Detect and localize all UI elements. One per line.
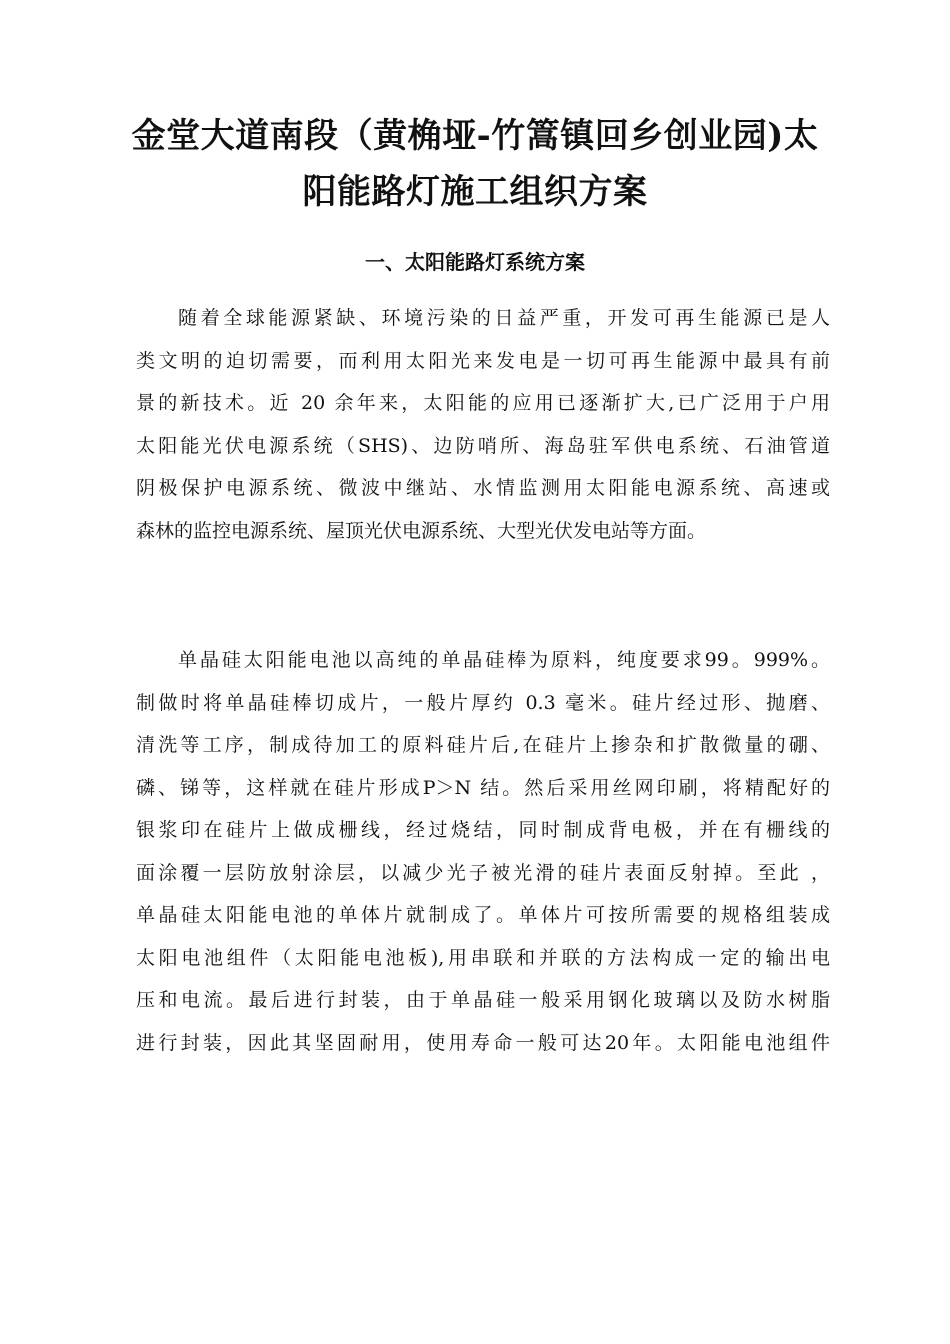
paragraph-line: 太阳能光伏电源系统（SHS)、边防哨所、海岛驻军供电系统、石油管道 [136,434,830,457]
paragraph-line: 太阳电池组件（太阳能电池板),用串联和并联的方法构成一定的输出电 [136,946,830,969]
section-heading: 一、太阳能路灯系统方案 [365,250,585,274]
paragraph-line: 随着全球能源紧缺、环境污染的日益严重，开发可再生能源已是人 [178,307,830,329]
paragraph-line: 清洗等工序，制成待加工的原料硅片后,在硅片上掺杂和扩散微量的硼、 [136,734,830,756]
paragraph-line: 银浆印在硅片上做成栅线，经过烧结，同时制成背电极，并在有栅线的 [136,819,830,841]
paragraph-line: 阴极保护电源系统、微波中继站、水情监测用太阳能电源系统、高速或 [136,477,830,499]
paragraph-line: 类文明的迫切需要，而利用太阳光来发电是一切可再生能源中最具有前 [136,349,830,372]
paragraph [136,639,830,1064]
document-title [118,108,832,220]
paragraph [136,297,830,552]
paragraph-line: 面涂覆一层防放射涂层，以减少光子被光滑的硅片表面反射掉。至此 ， [136,861,830,884]
title-line: 阳能路灯施工组织方案 [302,172,648,212]
title-line: 金堂大道南段（黄桷垭-竹篙镇回乡创业园)太 [131,116,819,156]
paragraph-line: 进行封装，因此其坚固耐用，使用寿命一般可达20年。太阳能电池组件 [136,1031,830,1054]
paragraph-line: 景的新技术。近 20 余年来，太阳能的应用已逐渐扩大,已广泛用于户用 [136,392,830,414]
paragraph-line: 磷、锑等，这样就在硅片形成P＞N 结。然后采用丝网印刷，将精配好的 [136,776,830,799]
paragraph-line: 制做时将单晶硅棒切成片，一般片厚约 0.3 毫米。硅片经过形、抛磨、 [136,691,830,714]
paragraph-line: 森林的监控电源系统、屋顶光伏电源系统、大型光伏发电站等方面。 [136,519,707,542]
paragraph-line: 单晶硅太阳能电池以高纯的单晶硅棒为原料，纯度要求99。999%。 [178,649,830,671]
paragraph-line: 单晶硅太阳能电池的单体片就制成了。单体片可按所需要的规格组装成 [136,904,830,926]
paragraph-line: 压和电流。最后进行封装，由于单晶硅一般采用钢化玻璃以及防水树脂 [136,989,830,1011]
